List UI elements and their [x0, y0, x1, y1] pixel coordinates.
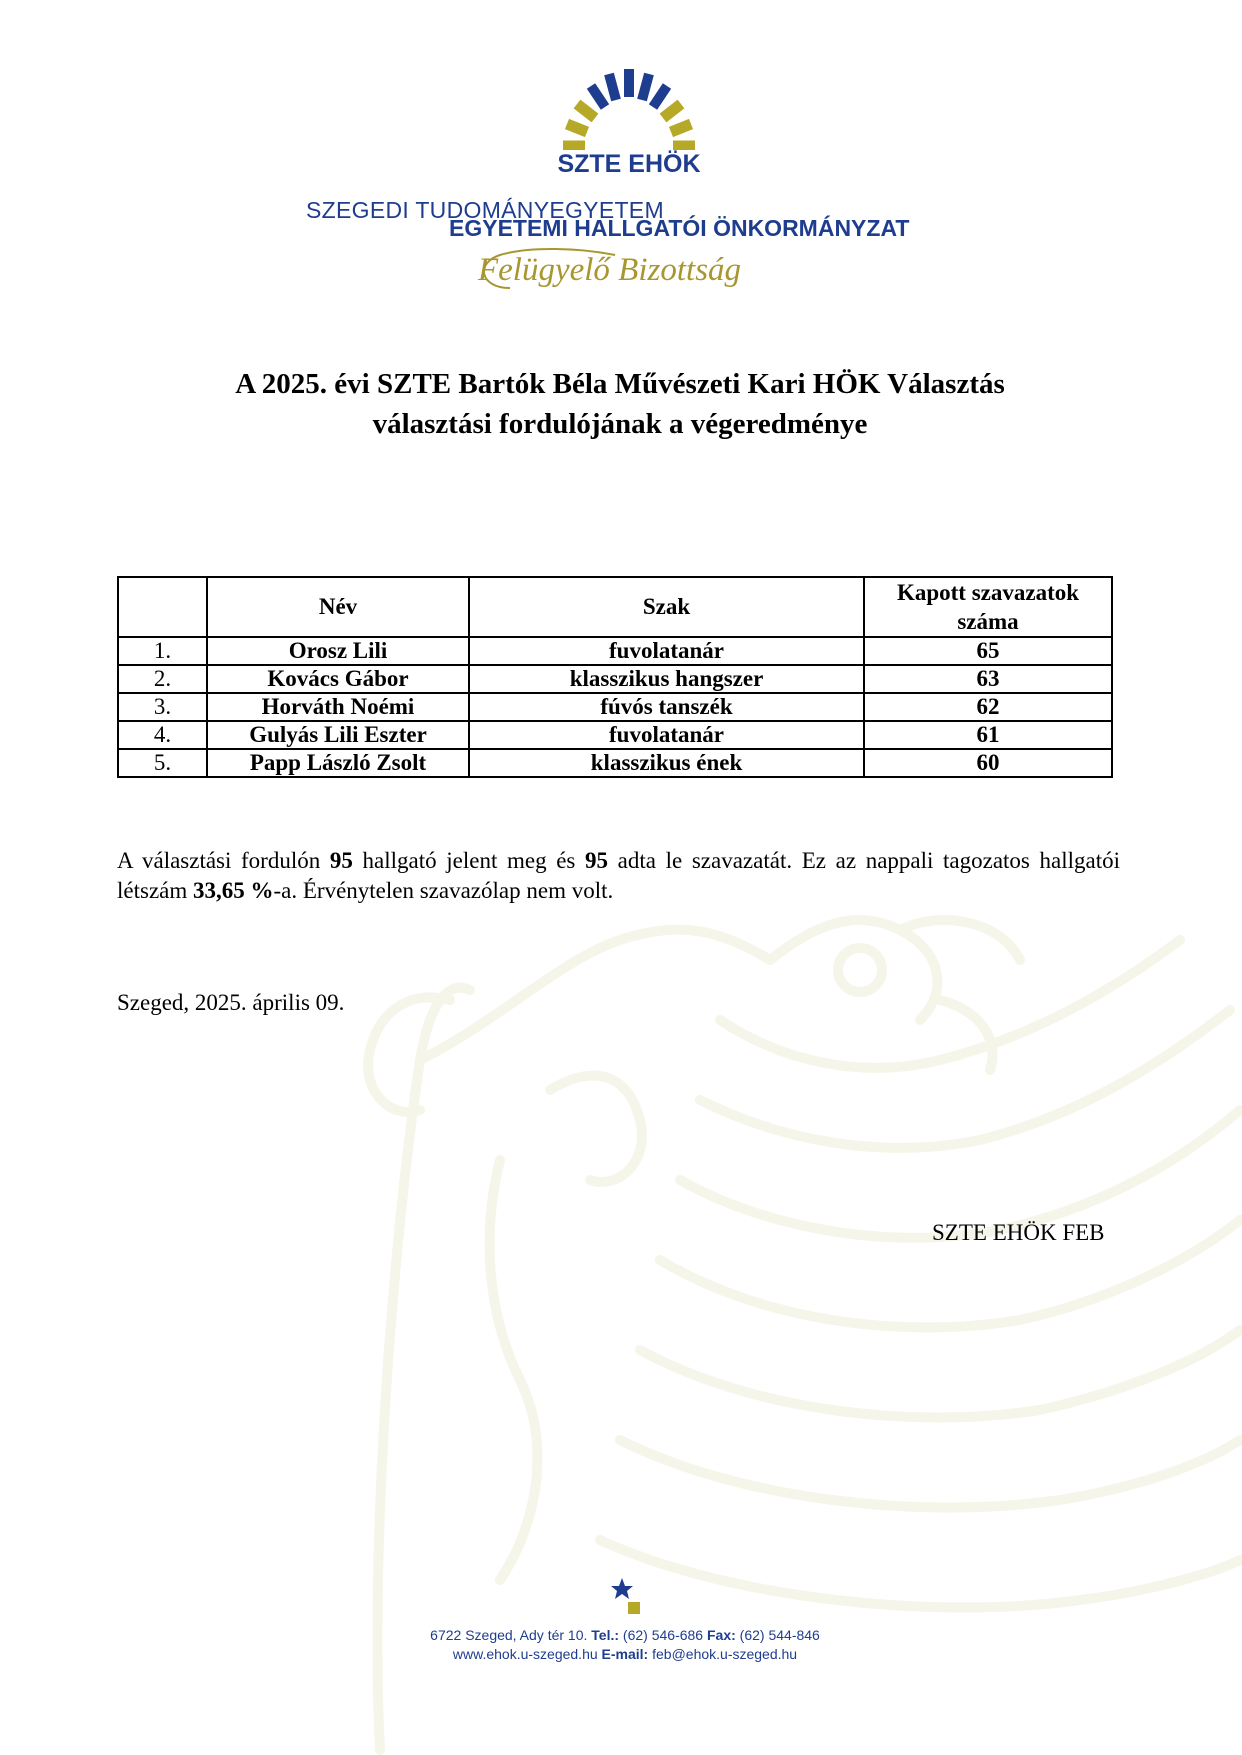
header-szak: Szak: [469, 577, 864, 637]
table-row: [118, 721, 1112, 749]
appeared-count: 95: [329, 848, 353, 873]
title-line-2: választási fordulójának a végeredménye: [372, 408, 868, 440]
star-square-icon: [610, 1578, 646, 1616]
document-date: Szeged, 2025. április 09.: [117, 990, 345, 1015]
footer-fax: (62) 544-846: [735, 1627, 820, 1643]
row-votes: 63: [864, 665, 1112, 693]
row-votes: 62: [864, 693, 1112, 721]
logo-text: SZTE EHÖK: [557, 150, 701, 178]
footer-fax-label: Fax:: [706, 1627, 736, 1643]
summary-text-1: A választási fordulón: [117, 848, 330, 873]
row-name: Kovács Gábor: [207, 665, 469, 693]
turnout-percent: 33,65 %: [193, 878, 274, 903]
summary-paragraph: [117, 846, 1120, 906]
header-name: Név: [207, 577, 469, 637]
footer-contact: [380, 1626, 870, 1664]
footer-line-1: [380, 1626, 870, 1645]
row-szak: fúvós tanszék: [469, 693, 864, 721]
row-rank: 3.: [118, 693, 207, 721]
row-szak: klasszikus hangszer: [469, 665, 864, 693]
voted-count: 95: [585, 848, 609, 873]
footer-line-2: [380, 1645, 870, 1664]
table-row: [118, 749, 1112, 777]
ehok-sunburst-logo: [555, 62, 703, 150]
university-name: SZEGEDI TUDOMÁNYEGYETEM: [306, 197, 664, 223]
row-votes: 61: [864, 721, 1112, 749]
table-row: [118, 637, 1112, 665]
row-szak: fuvolatanár: [469, 721, 864, 749]
footer-tel-label: Tel.:: [591, 1627, 620, 1643]
summary-text-2: hallgató jelent meg és: [352, 848, 586, 873]
results-table: [117, 576, 1113, 778]
footer-tel: (62) 546-686: [619, 1627, 707, 1643]
summary-text-3: adta le szavazatát. Ez az nappali tagozatos hallgatói létszám: [117, 848, 1120, 903]
row-votes: 65: [864, 637, 1112, 665]
row-rank: 1.: [118, 637, 207, 665]
row-name: Orosz Lili: [207, 637, 469, 665]
footer-email-link[interactable]: feb@ehok.u-szeged.hu: [648, 1646, 798, 1662]
header-rank: [118, 577, 207, 637]
footer-web-link[interactable]: www.ehok.u-szeged.hu: [452, 1646, 602, 1662]
row-name: Horváth Noémi: [207, 693, 469, 721]
document-title: [120, 364, 1120, 444]
header-votes: Kapott szavazatok száma: [864, 577, 1112, 637]
table-row: [118, 665, 1112, 693]
footer-email-label: E-mail:: [601, 1646, 649, 1662]
signature: SZTE EHÖK FEB: [932, 1220, 1105, 1245]
committee-name: Felügyelő Bizottság: [478, 252, 742, 288]
organization-name: EGYETEMI HALLGATÓI ÖNKORMÁNYZAT: [449, 215, 910, 241]
row-votes: 60: [864, 749, 1112, 777]
row-rank: 5.: [118, 749, 207, 777]
footer-address: 6722 Szeged, Ady tér 10.: [430, 1627, 592, 1643]
table-row: [118, 693, 1112, 721]
summary-text-4: -a. Érvénytelen szavazólap nem volt.: [273, 878, 614, 903]
title-line-1: A 2025. évi SZTE Bartók Béla Művészeti Kari HÖK Választás: [235, 368, 1005, 400]
row-szak: klasszikus ének: [469, 749, 864, 777]
row-rank: 4.: [118, 721, 207, 749]
griffin-watermark: [300, 760, 1242, 1755]
row-rank: 2.: [118, 665, 207, 693]
row-szak: fuvolatanár: [469, 637, 864, 665]
table-header-row: [118, 577, 1112, 637]
row-name: Gulyás Lili Eszter: [207, 721, 469, 749]
row-name: Papp László Zsolt: [207, 749, 469, 777]
